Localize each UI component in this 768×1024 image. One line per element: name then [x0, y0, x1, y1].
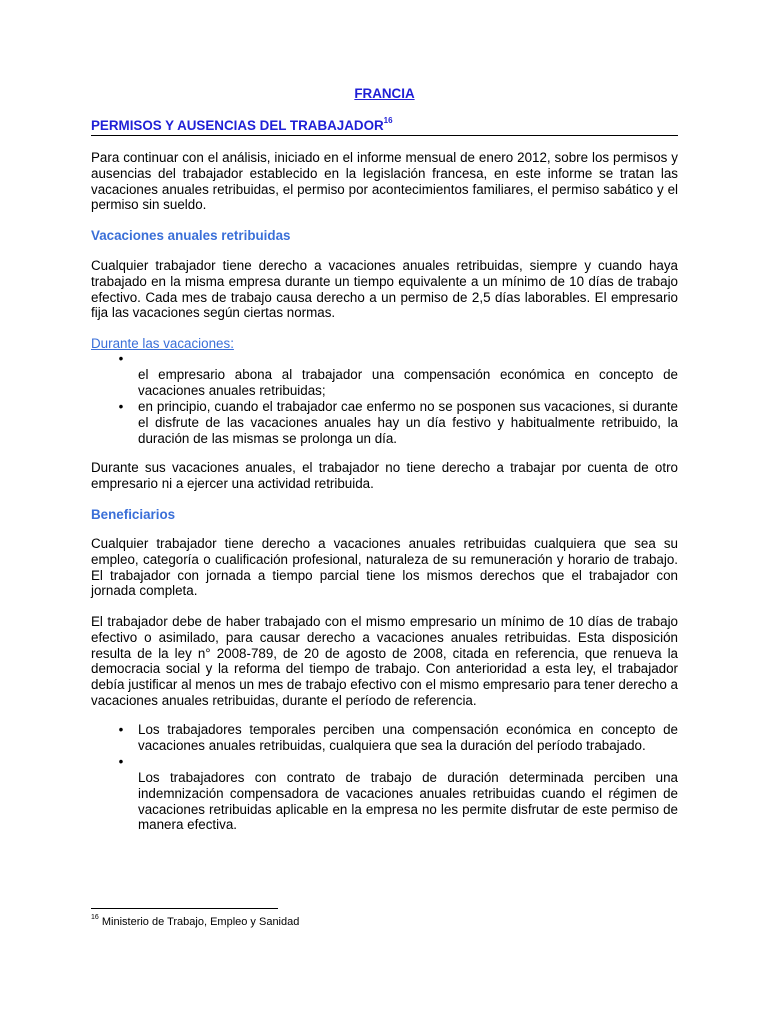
vacaciones-bullet-2: en principio, cuando el trabajador cae enfermo no se posponen sus vacaciones, si durante el disfrute de las vacaciones anuales hay un día festivo y habitualmente retribuido, la duración de las mismas se prolonga un día. — [138, 399, 678, 446]
footnote-separator — [91, 908, 278, 909]
vacaciones-bullet-1: el empresario abona al trabajador una compensación económica en concepto de vacaciones anuales retribuidas; — [138, 367, 678, 398]
document-title — [91, 115, 393, 134]
footnote — [91, 916, 299, 929]
document-title-text: PERMISOS Y AUSENCIAS DEL TRABAJADOR — [91, 118, 384, 133]
beneficiarios-paragraph-1: Cualquier trabajador tiene derecho a vacaciones anuales retribuidas cualquiera que sea su empleo, categoría o cualificación profesional, naturaleza de su remuneración y horario de trabajo. El trabajador con jornada a tiempo parcial tiene los mismos derechos que el trabajador con jornada completa. — [91, 536, 678, 599]
bullet-marker: • — [118, 754, 124, 769]
beneficiarios-bullet-2: Los trabajadores con contrato de trabajo de duración determinada perciben una indemnización compensadora de vacaciones anuales retribuidas cuando el régimen de vacaciones retribuidas aplicable en la empresa no les permite disfrutar de este permiso de manera efectiva. — [138, 770, 678, 833]
footnote-text: Ministerio de Trabajo, Empleo y Sanidad — [101, 916, 300, 928]
title-underline — [91, 135, 678, 136]
intro-paragraph: Para continuar con el análisis, iniciado en el informe mensual de enero 2012, sobre los permisos y ausencias del trabajador establecido en la legislación francesa, en este informe se tratan las vacaciones anuales retribuidas, el permiso por acontecimientos familiares, el permiso sabático y el permiso sin sueldo. — [91, 150, 678, 213]
bullet-marker: • — [118, 399, 124, 414]
heading-vacaciones: Vacaciones anuales retribuidas — [91, 228, 291, 243]
durante-vacaciones-subheading[interactable]: Durante las vacaciones: — [91, 336, 234, 351]
footnote-reference[interactable]: 16 — [383, 115, 393, 125]
vacaciones-paragraph: Cualquier trabajador tiene derecho a vacaciones anuales retribuidas, siempre y cuando haya trabajado en la misma empresa durante un tiempo equivalente a un mínimo de 10 días de trabajo efectivo. Cada mes de trabajo causa derecho a un permiso de 2,5 días laborables. El empresario fija las vacaciones según ciertas normas. — [91, 258, 678, 321]
footnote-number: 16 — [91, 914, 99, 922]
bullet-marker: • — [118, 722, 124, 737]
beneficiarios-bullet-1: Los trabajadores temporales perciben una compensación económica en concepto de vacaciones anuales retribuidas, cualquiera que sea la duración del período trabajado. — [138, 722, 678, 753]
country-title: FRANCIA — [354, 86, 415, 101]
heading-beneficiarios: Beneficiarios — [91, 507, 176, 522]
bullet-marker: • — [118, 351, 124, 366]
beneficiarios-paragraph-2: El trabajador debe de haber trabajado con el mismo empresario un mínimo de 10 días de trabajo efectivo o asimilado, para causar derecho a vacaciones anuales retribuidas. Esta disposición resulta de la ley n° 2008-789, de 20 de agosto de 2008, citada en referencia, que renueva la democracia social y la reforma del tiempo de trabajo. Con anterioridad a esta ley, el trabajador debía justificar al menos un mes de trabajo efectivo con el mismo empresario para tener derecho a vacaciones anuales retribuidas, durante el período de referencia. — [91, 614, 678, 708]
vacaciones-closing-paragraph: Durante sus vacaciones anuales, el trabajador no tiene derecho a trabajar por cuenta de otro empresario ni a ejercer una actividad retribuida. — [91, 460, 678, 491]
